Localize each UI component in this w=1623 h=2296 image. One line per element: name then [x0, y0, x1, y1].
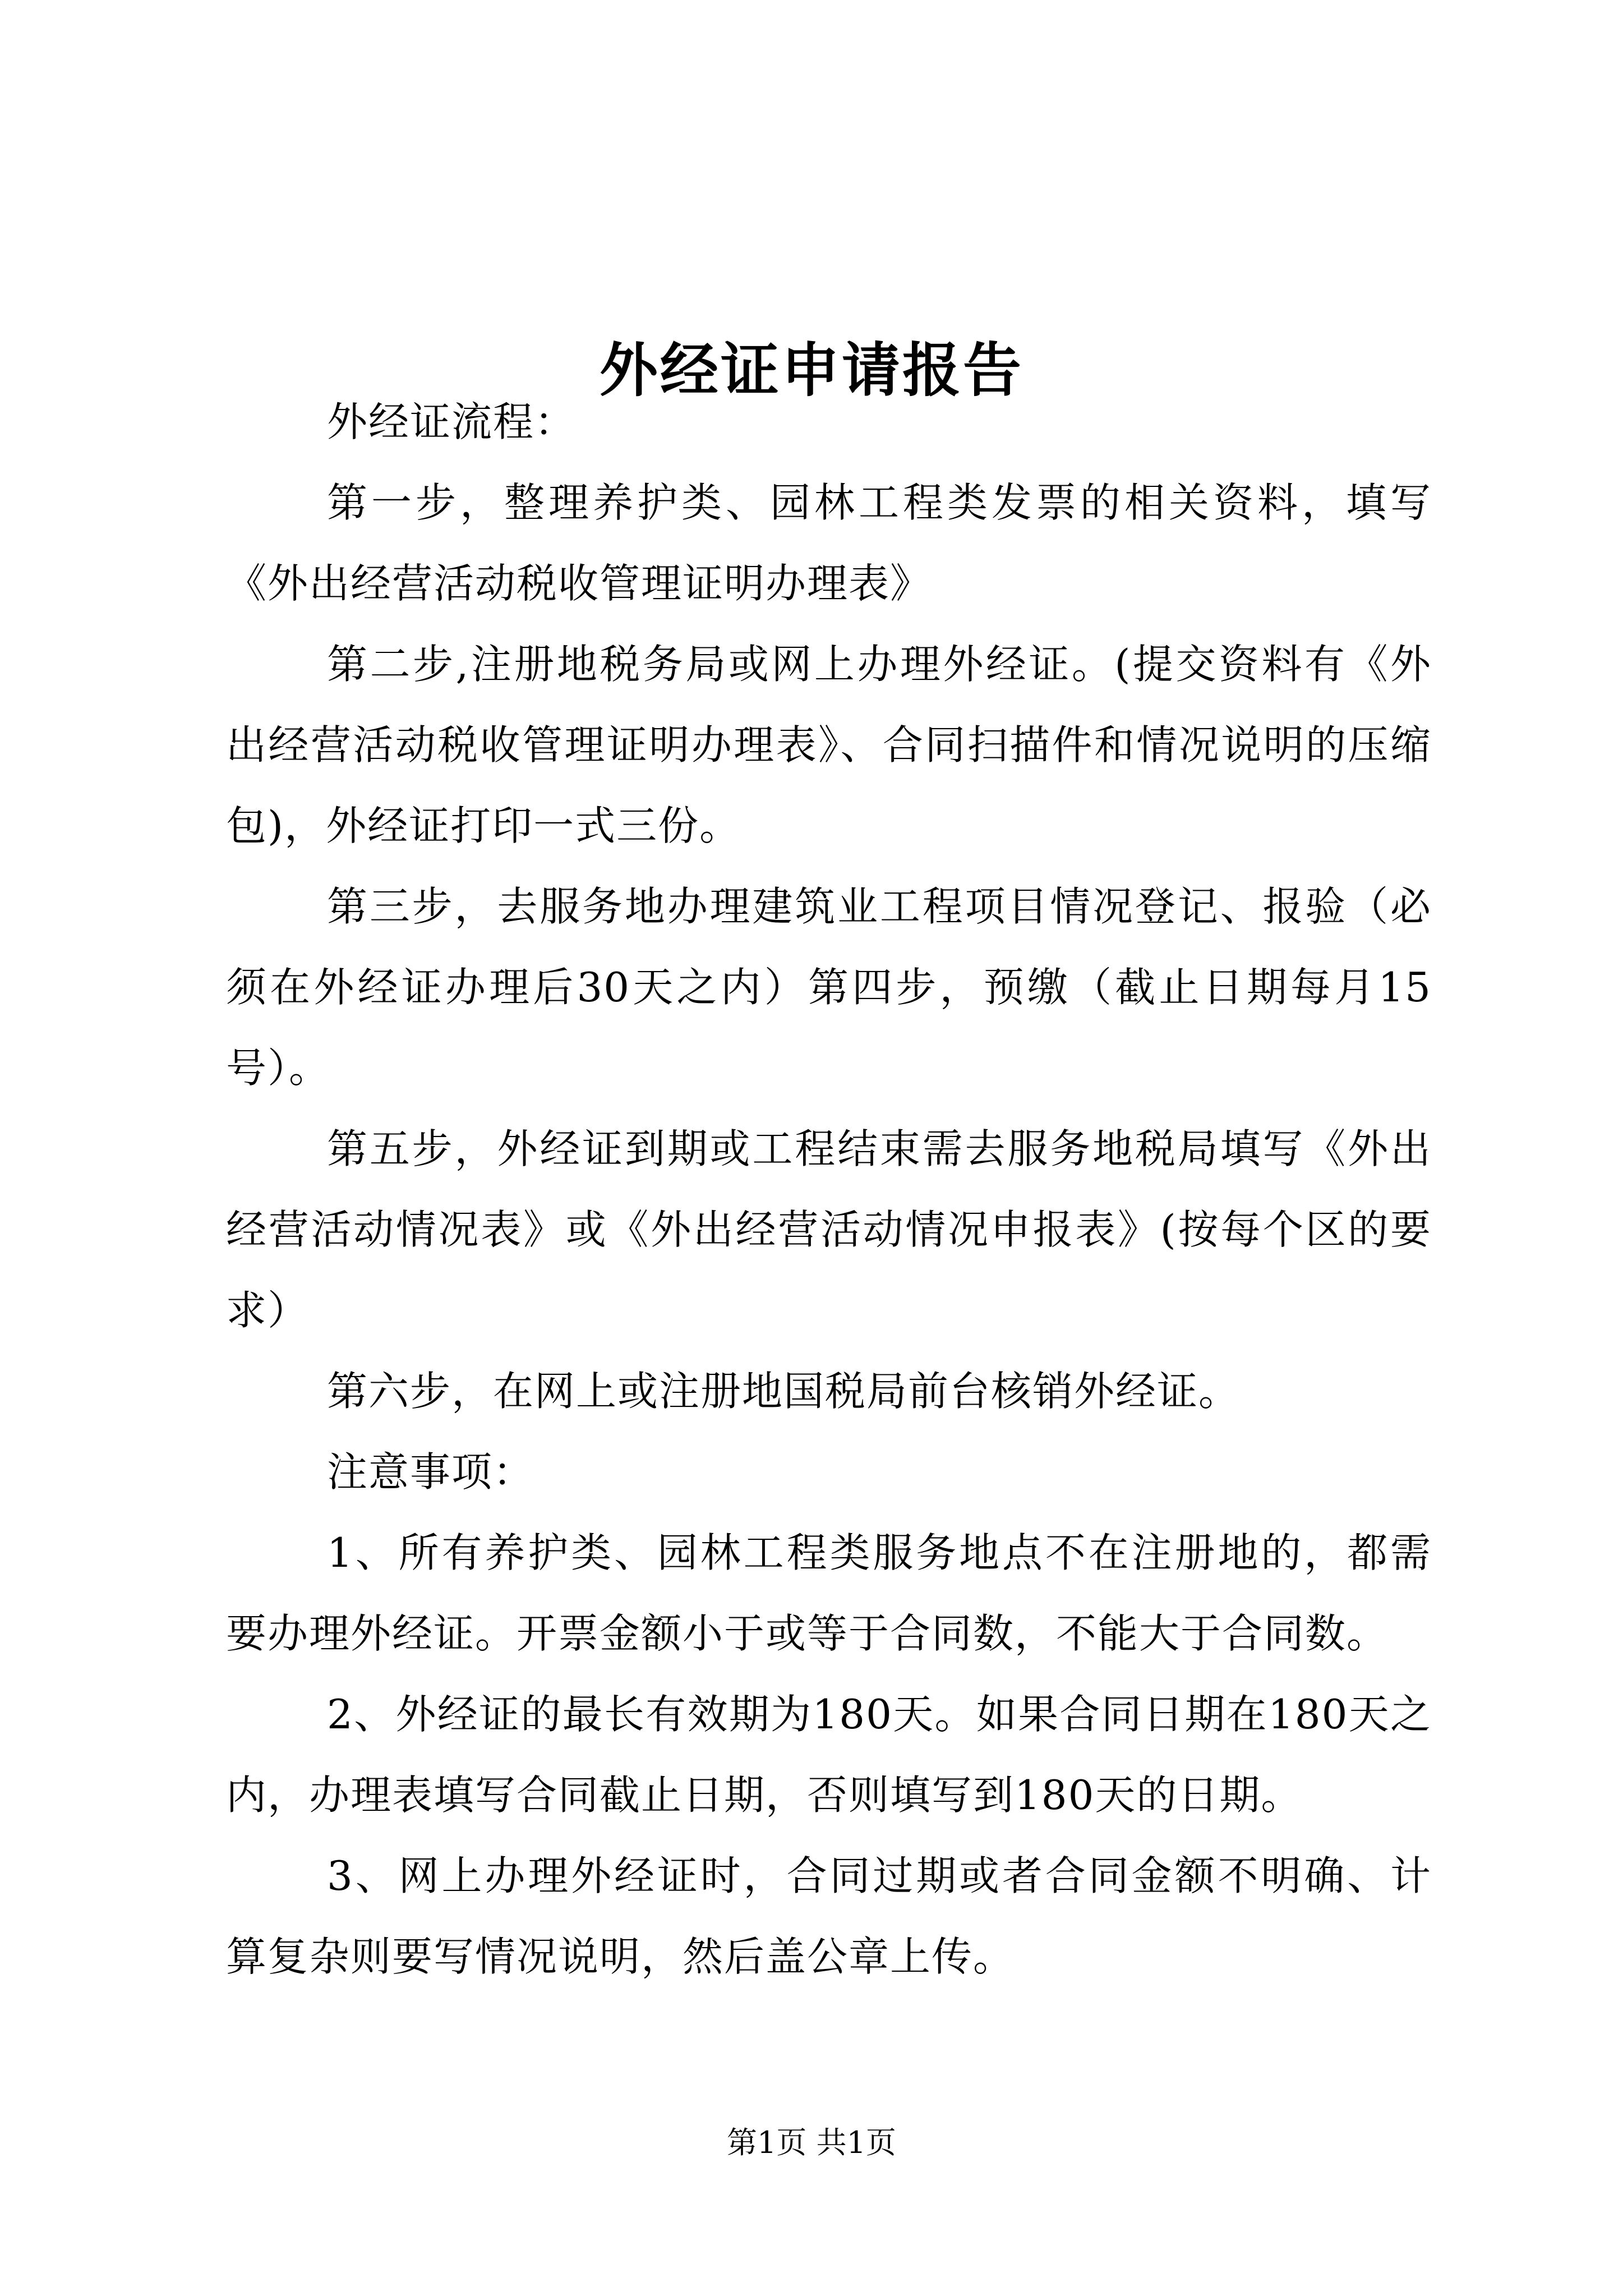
paragraph-step-2: 第二步,注册地税务局或网上办理外经证。(提交资料有《外出经营活动税收管理证明办理表》、合同扫描件和情况说明的压缩包)，外经证打印一式三份。: [226, 641, 1432, 849]
page-number-footer: 第1页 共1页: [727, 2125, 896, 2160]
paragraph-notes-heading: 注意事项：: [327, 1448, 535, 1496]
document-title: 外经证申请报告: [599, 335, 1023, 404]
paragraph-step-6: 第六步，在网上或注册地国税局前台核销外经证。: [327, 1368, 1241, 1415]
document-body: [226, 381, 1432, 1997]
paragraph-step-1: 第一步，整理养护类、园林工程类发票的相关资料，填写《外出经营活动税收管理证明办理表》: [226, 479, 1432, 607]
paragraph-note-3: 3、网上办理外经证时，合同过期或者合同金额不明确、计算复杂则要写情况说明，然后盖公章上传。: [226, 1852, 1432, 1980]
paragraph-step-3-4: 第三步，去服务地办理建筑业工程项目情况登记、报验（必须在外经证办理后30天之内）第四步，预缴（截止日期每月15号）。: [226, 883, 1432, 1092]
paragraph-note-1: 1、所有养护类、园林工程类服务地点不在注册地的，都需要办理外经证。开票金额小于或等于合同数，不能大于合同数。: [226, 1529, 1432, 1657]
paragraph-step-5: 第五步，外经证到期或工程结束需去服务地税局填写《外出经营活动情况表》或《外出经营活动情况申报表》(按每个区的要求）: [226, 1125, 1432, 1334]
paragraph-note-2: 2、外经证的最长有效期为180天。如果合同日期在180天之内，办理表填写合同截止日期，否则填写到180天的日期。: [226, 1691, 1432, 1819]
paragraph-process-heading: 外经证流程：: [327, 398, 577, 445]
